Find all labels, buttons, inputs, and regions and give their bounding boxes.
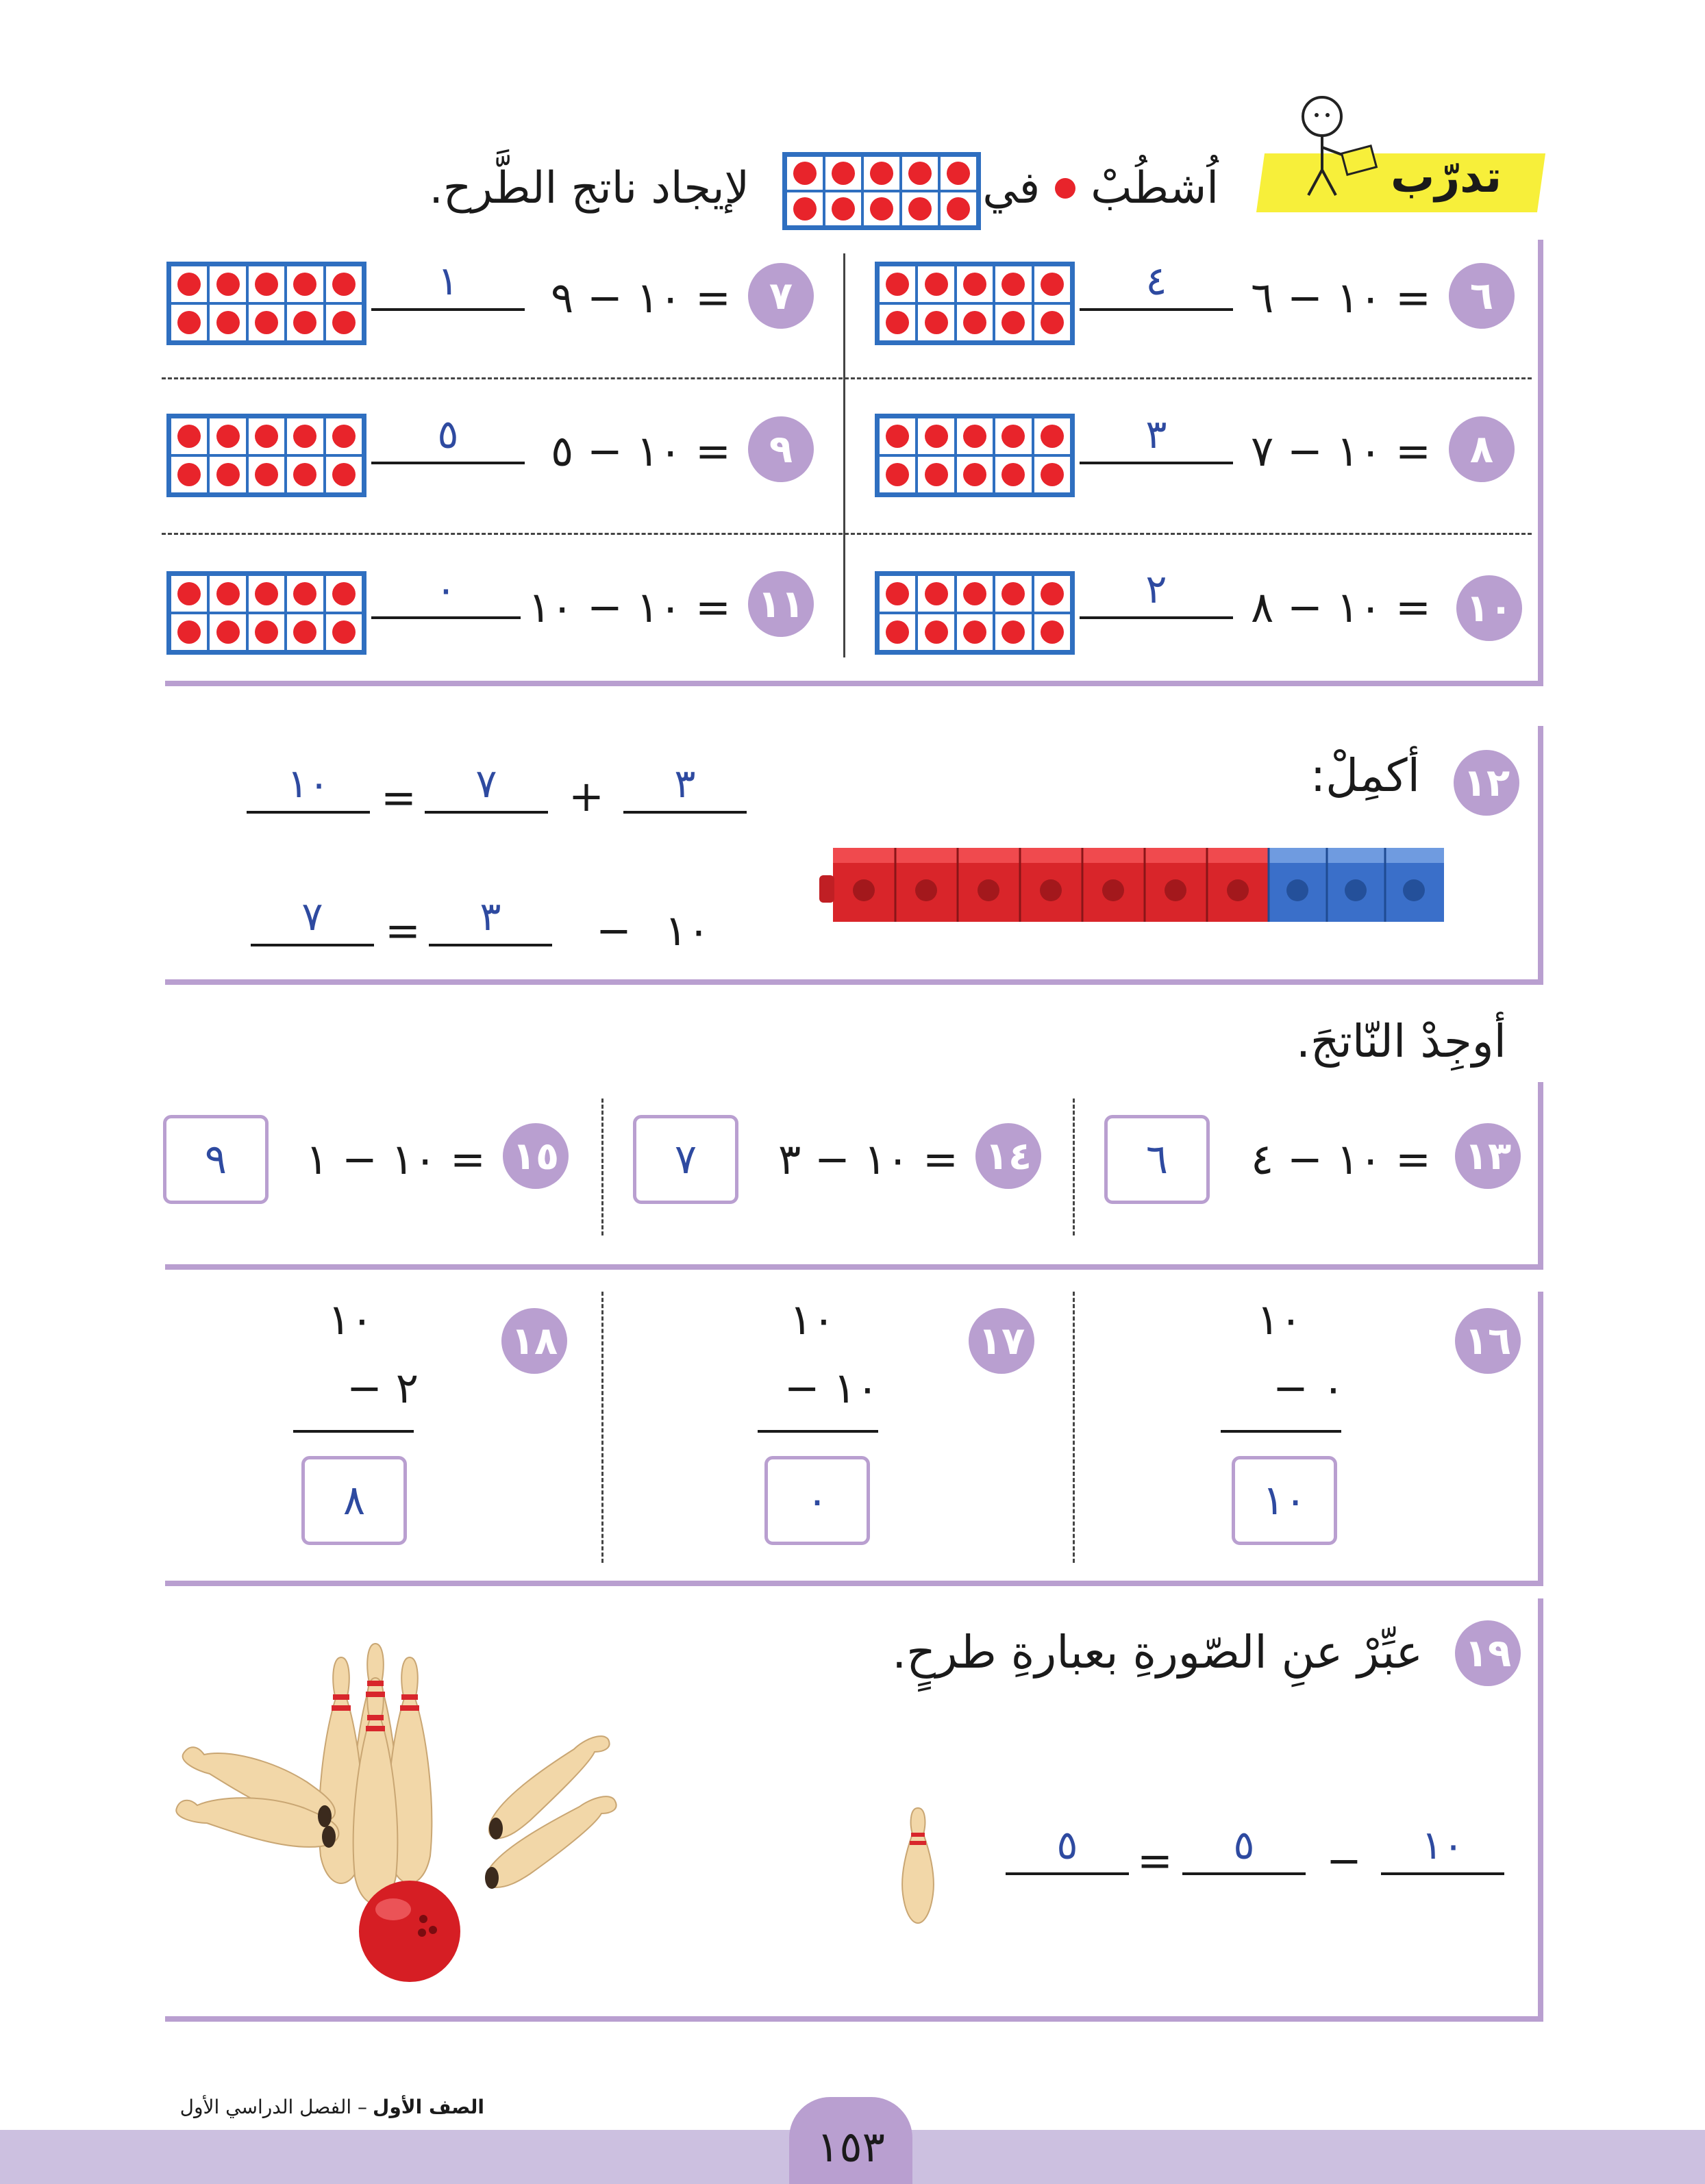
minus-sign: − (1326, 1835, 1362, 1885)
question-number: ١٩ (1455, 1620, 1521, 1686)
question-number: ٩ (748, 416, 814, 482)
instruction-strike: اُشطُبْ (1091, 163, 1219, 214)
answer-box[interactable] (301, 1456, 407, 1545)
answer-blank[interactable] (1381, 1822, 1504, 1875)
subtrahend: ٥ (1233, 1822, 1255, 1868)
section-border (1538, 240, 1543, 686)
question-number: ١٣ (1455, 1123, 1521, 1189)
ten-frame (875, 571, 1075, 655)
answer-box[interactable] (1104, 1115, 1210, 1204)
minuend: ١٠ (327, 1294, 373, 1344)
equals-sign: = (381, 773, 416, 823)
question-number: ١٨ (501, 1308, 567, 1374)
answer-blank[interactable] (429, 893, 552, 946)
answer-blank[interactable] (371, 566, 521, 619)
answer-blank[interactable] (371, 411, 525, 464)
find-result-label: أوجِدْ النّاتجَ. (1295, 1015, 1506, 1068)
question-number: ١٧ (969, 1308, 1034, 1374)
section-border (1538, 1082, 1543, 1270)
answer: ٠ (435, 566, 457, 612)
divider (843, 253, 845, 657)
answer-box[interactable] (764, 1456, 870, 1545)
section-border (165, 1264, 1543, 1270)
subtrahend: − ١٠ (784, 1363, 879, 1413)
answer: ٢ (1145, 566, 1167, 612)
sum-line (293, 1430, 414, 1433)
answer: ٠ (806, 1477, 829, 1524)
bowling-pin-icon (897, 1805, 938, 1926)
section-tag: تدرّب (1391, 152, 1502, 203)
expression: ١٠ − ٣ = (778, 1134, 958, 1184)
answer-blank[interactable] (1080, 258, 1233, 311)
question-number: ٦ (1449, 263, 1515, 329)
answer-box[interactable] (633, 1115, 738, 1204)
section-border (165, 1581, 1543, 1586)
ten-frame (166, 262, 366, 345)
minuend: ١٠ (1256, 1294, 1302, 1344)
answer-blank[interactable] (1182, 1822, 1306, 1875)
question-number: ١٦ (1455, 1308, 1521, 1374)
result: ٥ (1056, 1822, 1078, 1868)
minuend: ١٠ (664, 905, 710, 955)
answer: ٩ (204, 1135, 227, 1183)
instruction-purpose: لإيجاد ناتج الطَّرح. (429, 163, 749, 214)
answer-blank[interactable] (251, 893, 374, 946)
expression: ١٠ − ٤ = (1251, 1134, 1431, 1184)
section-border (1538, 1292, 1543, 1586)
section-border (165, 979, 1543, 985)
sum-line (758, 1430, 878, 1433)
divider (162, 533, 1532, 535)
question-number: ١١ (748, 571, 814, 637)
answer-box[interactable] (163, 1115, 269, 1204)
answer-blank[interactable] (371, 258, 525, 311)
expression: ١٠ − ١٠ = (527, 582, 731, 632)
divider (1073, 1099, 1075, 1235)
difference-answer: ٧ (301, 893, 323, 940)
expression: ١٠ − ٥ = (551, 426, 731, 476)
sum-answer: ١٠ (286, 760, 330, 807)
answer: ٥ (437, 411, 459, 457)
stick-figure-icon (1281, 89, 1384, 199)
ten-frame (875, 414, 1075, 497)
answer-blank[interactable] (425, 760, 548, 814)
ten-frame (875, 262, 1075, 345)
section-border (165, 2016, 1543, 2022)
answer: ٦ (1145, 1135, 1169, 1183)
ten-frame (166, 571, 366, 655)
question-number: ٧ (748, 263, 814, 329)
answer-blank[interactable] (1080, 411, 1233, 464)
question-number: ١٠ (1456, 575, 1522, 641)
red-dot-icon (1055, 178, 1075, 199)
answer-blank[interactable] (1006, 1822, 1129, 1875)
section-border (165, 681, 1543, 686)
answer: ١ (437, 258, 459, 304)
answer: ٣ (1145, 411, 1167, 457)
minus-sign: − (596, 905, 632, 955)
divider (601, 1292, 603, 1563)
connecting-cubes-icon (819, 841, 1444, 930)
bowling-pins-illustration (170, 1637, 622, 1986)
expression: ١٠ − ١ = (306, 1134, 486, 1184)
footer-caption (180, 2096, 484, 2118)
section-border (1538, 1598, 1543, 2022)
answer: ٤ (1145, 258, 1167, 304)
divider (162, 377, 1532, 379)
grade-label: الصف الأول (373, 2096, 484, 2118)
divider (1073, 1292, 1075, 1563)
instruction-in: في (982, 163, 1041, 214)
answer: ١٠ (1262, 1477, 1307, 1524)
plus-sign: + (569, 771, 604, 821)
divider (601, 1099, 603, 1235)
page-number: ١٥٣ (817, 2122, 885, 2172)
question-number: ١٥ (503, 1123, 569, 1189)
subtrahend: − ٢ (347, 1363, 419, 1413)
equals-sign: = (1137, 1835, 1173, 1885)
express-label: عبِّرْ عنِ الصّورةِ بعبارةِ طرحٍ. (892, 1626, 1423, 1679)
answer: ٧ (674, 1135, 697, 1183)
instruction-line (982, 163, 1219, 214)
subtrahend: ٣ (480, 893, 501, 940)
ten-frame (782, 152, 981, 230)
question-number: ٨ (1449, 416, 1515, 482)
ten-frame (166, 414, 366, 497)
answer-box[interactable] (1232, 1456, 1337, 1545)
answer-blank[interactable] (623, 760, 747, 814)
section-border (1538, 726, 1543, 985)
equals-sign: = (385, 905, 421, 955)
addend-b: ٧ (475, 760, 497, 807)
term-label: – الفصل الدراسي الأول (179, 2096, 368, 2118)
expression: ١٠ − ٦ = (1251, 273, 1431, 323)
sum-line (1221, 1430, 1341, 1433)
answer-blank[interactable] (1080, 566, 1233, 619)
subtrahend: − ٠ (1273, 1363, 1345, 1413)
question-number: ١٢ (1454, 750, 1519, 816)
expression: ١٠ − ٧ = (1251, 426, 1431, 476)
question-number: ١٤ (975, 1123, 1041, 1189)
complete-label: أكمِلْ: (1310, 749, 1420, 802)
minuend: ١٠ (1421, 1822, 1465, 1868)
answer-blank[interactable] (247, 760, 370, 814)
expression: ١٠ − ٩ = (551, 273, 731, 323)
minuend: ١٠ (789, 1294, 835, 1344)
expression: ١٠ − ٨ = (1251, 582, 1431, 632)
addend-a: ٣ (674, 760, 696, 807)
answer: ٨ (343, 1477, 366, 1524)
